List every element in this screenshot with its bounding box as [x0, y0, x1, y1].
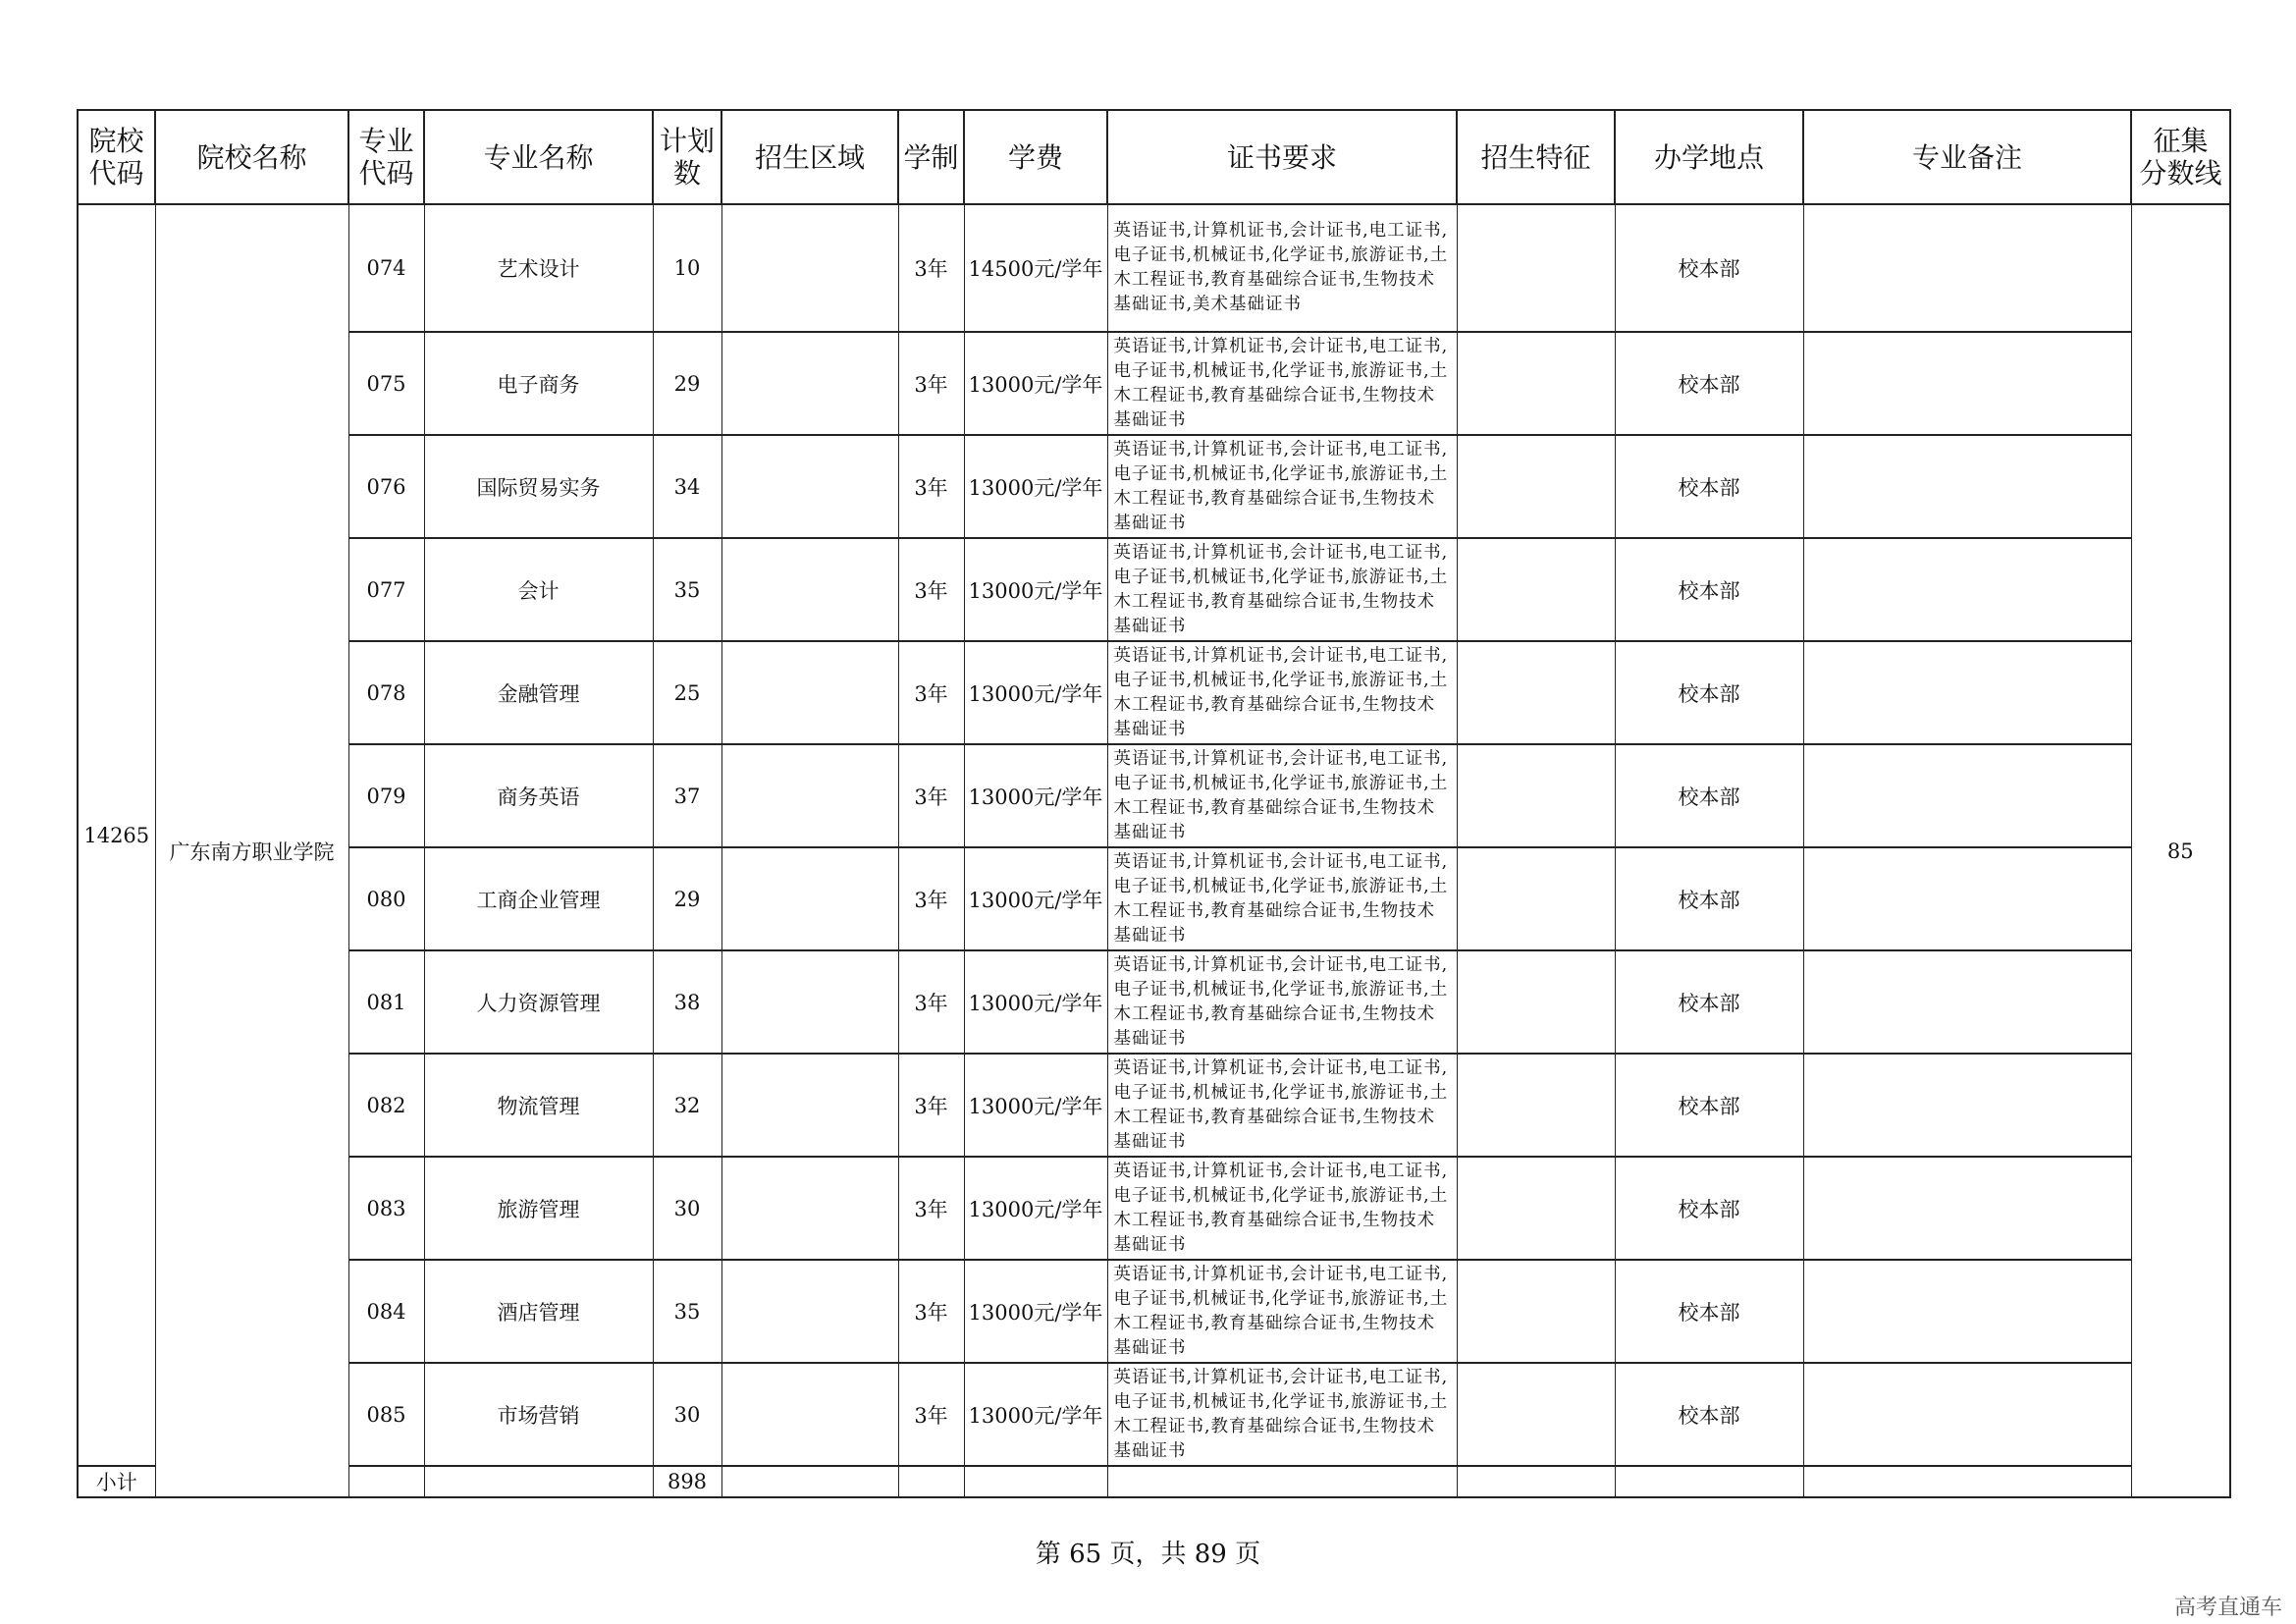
- region-cell: [721, 744, 898, 847]
- plan-count-cell: 35: [653, 1260, 721, 1363]
- tuition-cell: 14500元/学年: [964, 204, 1107, 332]
- major-name-cell: 工商企业管理: [424, 847, 653, 950]
- feature-cell: [1457, 538, 1615, 641]
- tuition-cell: 13000元/学年: [964, 1054, 1107, 1157]
- duration-cell: 3年: [898, 538, 964, 641]
- duration-cell: 3年: [898, 950, 964, 1054]
- duration-cell: 3年: [898, 1157, 964, 1260]
- tuition-cell: 13000元/学年: [964, 332, 1107, 435]
- duration-cell: 3年: [898, 204, 964, 332]
- remark-cell: [1803, 641, 2131, 744]
- remark-cell: [1803, 332, 2131, 435]
- major-code-cell: 080: [348, 847, 424, 950]
- subtotal-label-cell: 小计: [78, 1466, 155, 1497]
- major-code-cell: 083: [348, 1157, 424, 1260]
- remark-cell: [1803, 1054, 2131, 1157]
- major-code-cell: 078: [348, 641, 424, 744]
- feature-cell: [1457, 1157, 1615, 1260]
- subtotal-empty-cell: [1107, 1466, 1457, 1497]
- certificate-cell: 英语证书,计算机证书,会计证书,电工证书,电子证书,机械证书,化学证书,旅游证书,土木工程证书,教育基础综合证书,生物技术基础证书: [1107, 538, 1457, 641]
- location-cell: 校本部: [1615, 1260, 1803, 1363]
- major-code-cell: 077: [348, 538, 424, 641]
- location-cell: 校本部: [1615, 1363, 1803, 1466]
- table-row: [78, 641, 2230, 744]
- header-region: 招生区域: [721, 110, 898, 204]
- header-duration: 学制: [898, 110, 964, 204]
- table-row: [78, 1363, 2230, 1466]
- major-name-cell: 电子商务: [424, 332, 653, 435]
- table-row: [78, 950, 2230, 1054]
- certificate-cell: 英语证书,计算机证书,会计证书,电工证书,电子证书,机械证书,化学证书,旅游证书,土木工程证书,教育基础综合证书,生物技术基础证书: [1107, 950, 1457, 1054]
- major-name-cell: 旅游管理: [424, 1157, 653, 1260]
- major-code-cell: 074: [348, 204, 424, 332]
- tuition-cell: 13000元/学年: [964, 744, 1107, 847]
- duration-cell: 3年: [898, 435, 964, 538]
- header-plan-count: 计划 数: [653, 110, 721, 204]
- table-row: [78, 1157, 2230, 1260]
- feature-cell: [1457, 950, 1615, 1054]
- location-cell: 校本部: [1615, 332, 1803, 435]
- location-cell: 校本部: [1615, 744, 1803, 847]
- duration-cell: 3年: [898, 1363, 964, 1466]
- tuition-cell: 13000元/学年: [964, 538, 1107, 641]
- subtotal-empty-cell: [898, 1466, 964, 1497]
- region-cell: [721, 1157, 898, 1260]
- region-cell: [721, 1363, 898, 1466]
- header-major-code: 专业 代码: [348, 110, 424, 204]
- major-code-cell: 085: [348, 1363, 424, 1466]
- feature-cell: [1457, 435, 1615, 538]
- cutoff-score-cell: 85: [2131, 204, 2230, 1497]
- header-tuition: 学费: [964, 110, 1107, 204]
- admission-plan-table: [77, 109, 2231, 1498]
- location-cell: 校本部: [1615, 1157, 1803, 1260]
- location-cell: 校本部: [1615, 538, 1803, 641]
- table-row: [78, 204, 2230, 332]
- header-cutoff: 征集 分数线: [2131, 110, 2230, 204]
- plan-count-cell: 38: [653, 950, 721, 1054]
- location-cell: 校本部: [1615, 847, 1803, 950]
- table-row: [78, 1260, 2230, 1363]
- major-name-cell: 人力资源管理: [424, 950, 653, 1054]
- page-number: 第 65 页，共 89 页: [1035, 1540, 1261, 1569]
- location-cell: 校本部: [1615, 641, 1803, 744]
- remark-cell: [1803, 1363, 2131, 1466]
- major-name-cell: 物流管理: [424, 1054, 653, 1157]
- major-code-cell: 082: [348, 1054, 424, 1157]
- plan-count-cell: 35: [653, 538, 721, 641]
- watermark-text: 高考直通车: [2173, 1596, 2282, 1620]
- school-name-cell: 广东南方职业学院: [155, 204, 348, 1497]
- tuition-cell: 13000元/学年: [964, 435, 1107, 538]
- feature-cell: [1457, 1260, 1615, 1363]
- major-code-cell: 075: [348, 332, 424, 435]
- location-cell: 校本部: [1615, 1054, 1803, 1157]
- region-cell: [721, 204, 898, 332]
- location-cell: 校本部: [1615, 950, 1803, 1054]
- remark-cell: [1803, 204, 2131, 332]
- duration-cell: 3年: [898, 332, 964, 435]
- certificate-cell: 英语证书,计算机证书,会计证书,电工证书,电子证书,机械证书,化学证书,旅游证书,土木工程证书,教育基础综合证书,生物技术基础证书: [1107, 744, 1457, 847]
- table-header-row: [78, 110, 2230, 204]
- subtotal-plan-cell: 898: [653, 1466, 721, 1497]
- feature-cell: [1457, 641, 1615, 744]
- table-row: [78, 435, 2230, 538]
- tuition-cell: 13000元/学年: [964, 1363, 1107, 1466]
- remark-cell: [1803, 744, 2131, 847]
- duration-cell: 3年: [898, 641, 964, 744]
- tuition-cell: 13000元/学年: [964, 847, 1107, 950]
- tuition-cell: 13000元/学年: [964, 1260, 1107, 1363]
- major-name-cell: 市场营销: [424, 1363, 653, 1466]
- plan-count-cell: 30: [653, 1363, 721, 1466]
- table-row: [78, 744, 2230, 847]
- region-cell: [721, 1260, 898, 1363]
- plan-count-cell: 30: [653, 1157, 721, 1260]
- duration-cell: 3年: [898, 847, 964, 950]
- certificate-cell: 英语证书,计算机证书,会计证书,电工证书,电子证书,机械证书,化学证书,旅游证书,土木工程证书,教育基础综合证书,生物技术基础证书: [1107, 332, 1457, 435]
- tuition-cell: 13000元/学年: [964, 950, 1107, 1054]
- table-row: [78, 847, 2230, 950]
- subtotal-major-name-cell: [424, 1466, 653, 1497]
- remark-cell: [1803, 950, 2131, 1054]
- location-cell: 校本部: [1615, 204, 1803, 332]
- major-code-cell: 084: [348, 1260, 424, 1363]
- major-code-cell: 079: [348, 744, 424, 847]
- region-cell: [721, 641, 898, 744]
- header-feature: 招生特征: [1457, 110, 1615, 204]
- major-code-cell: 076: [348, 435, 424, 538]
- subtotal-empty-cell: [1457, 1466, 1615, 1497]
- feature-cell: [1457, 1363, 1615, 1466]
- region-cell: [721, 847, 898, 950]
- major-name-cell: 商务英语: [424, 744, 653, 847]
- region-cell: [721, 435, 898, 538]
- region-cell: [721, 950, 898, 1054]
- subtotal-row: [78, 1466, 2230, 1497]
- major-code-cell: 081: [348, 950, 424, 1054]
- major-name-cell: 艺术设计: [424, 204, 653, 332]
- plan-count-cell: 25: [653, 641, 721, 744]
- plan-count-cell: 29: [653, 332, 721, 435]
- plan-count-cell: 32: [653, 1054, 721, 1157]
- subtotal-empty-cell: [1615, 1466, 1803, 1497]
- region-cell: [721, 538, 898, 641]
- plan-count-cell: 34: [653, 435, 721, 538]
- certificate-cell: 英语证书,计算机证书,会计证书,电工证书,电子证书,机械证书,化学证书,旅游证书,土木工程证书,教育基础综合证书,生物技术基础证书: [1107, 847, 1457, 950]
- header-school-name: 院校名称: [155, 110, 348, 204]
- location-cell: 校本部: [1615, 435, 1803, 538]
- subtotal-empty-cell: [964, 1466, 1107, 1497]
- duration-cell: 3年: [898, 1054, 964, 1157]
- subtotal-empty-cell: [721, 1466, 898, 1497]
- remark-cell: [1803, 435, 2131, 538]
- plan-count-cell: 29: [653, 847, 721, 950]
- header-major-name: 专业名称: [424, 110, 653, 204]
- plan-count-cell: 37: [653, 744, 721, 847]
- feature-cell: [1457, 847, 1615, 950]
- feature-cell: [1457, 744, 1615, 847]
- major-name-cell: 金融管理: [424, 641, 653, 744]
- remark-cell: [1803, 538, 2131, 641]
- remark-cell: [1803, 847, 2131, 950]
- feature-cell: [1457, 1054, 1615, 1157]
- feature-cell: [1457, 332, 1615, 435]
- certificate-cell: 英语证书,计算机证书,会计证书,电工证书,电子证书,机械证书,化学证书,旅游证书,土木工程证书,教育基础综合证书,生物技术基础证书,美术基础证书: [1107, 204, 1457, 332]
- duration-cell: 3年: [898, 744, 964, 847]
- certificate-cell: 英语证书,计算机证书,会计证书,电工证书,电子证书,机械证书,化学证书,旅游证书,土木工程证书,教育基础综合证书,生物技术基础证书: [1107, 1260, 1457, 1363]
- remark-cell: [1803, 1157, 2131, 1260]
- remark-cell: [1803, 1260, 2131, 1363]
- header-location: 办学地点: [1615, 110, 1803, 204]
- tuition-cell: 13000元/学年: [964, 641, 1107, 744]
- major-name-cell: 会计: [424, 538, 653, 641]
- school-code-cell: 14265: [78, 204, 155, 1466]
- major-name-cell: 酒店管理: [424, 1260, 653, 1363]
- subtotal-major-code-cell: [348, 1466, 424, 1497]
- table-row: [78, 538, 2230, 641]
- tuition-cell: 13000元/学年: [964, 1157, 1107, 1260]
- header-school-code: 院校 代码: [78, 110, 155, 204]
- certificate-cell: 英语证书,计算机证书,会计证书,电工证书,电子证书,机械证书,化学证书,旅游证书,土木工程证书,教育基础综合证书,生物技术基础证书: [1107, 1054, 1457, 1157]
- table-row: [78, 1054, 2230, 1157]
- major-name-cell: 国际贸易实务: [424, 435, 653, 538]
- table-row: [78, 332, 2230, 435]
- header-certificate: 证书要求: [1107, 110, 1457, 204]
- region-cell: [721, 332, 898, 435]
- certificate-cell: 英语证书,计算机证书,会计证书,电工证书,电子证书,机械证书,化学证书,旅游证书,土木工程证书,教育基础综合证书,生物技术基础证书: [1107, 435, 1457, 538]
- certificate-cell: 英语证书,计算机证书,会计证书,电工证书,电子证书,机械证书,化学证书,旅游证书,土木工程证书,教育基础综合证书,生物技术基础证书: [1107, 641, 1457, 744]
- duration-cell: 3年: [898, 1260, 964, 1363]
- plan-count-cell: 10: [653, 204, 721, 332]
- subtotal-empty-cell: [1803, 1466, 2131, 1497]
- certificate-cell: 英语证书,计算机证书,会计证书,电工证书,电子证书,机械证书,化学证书,旅游证书,土木工程证书,教育基础综合证书,生物技术基础证书: [1107, 1157, 1457, 1260]
- certificate-cell: 英语证书,计算机证书,会计证书,电工证书,电子证书,机械证书,化学证书,旅游证书,土木工程证书,教育基础综合证书,生物技术基础证书: [1107, 1363, 1457, 1466]
- header-remark: 专业备注: [1803, 110, 2131, 204]
- feature-cell: [1457, 204, 1615, 332]
- region-cell: [721, 1054, 898, 1157]
